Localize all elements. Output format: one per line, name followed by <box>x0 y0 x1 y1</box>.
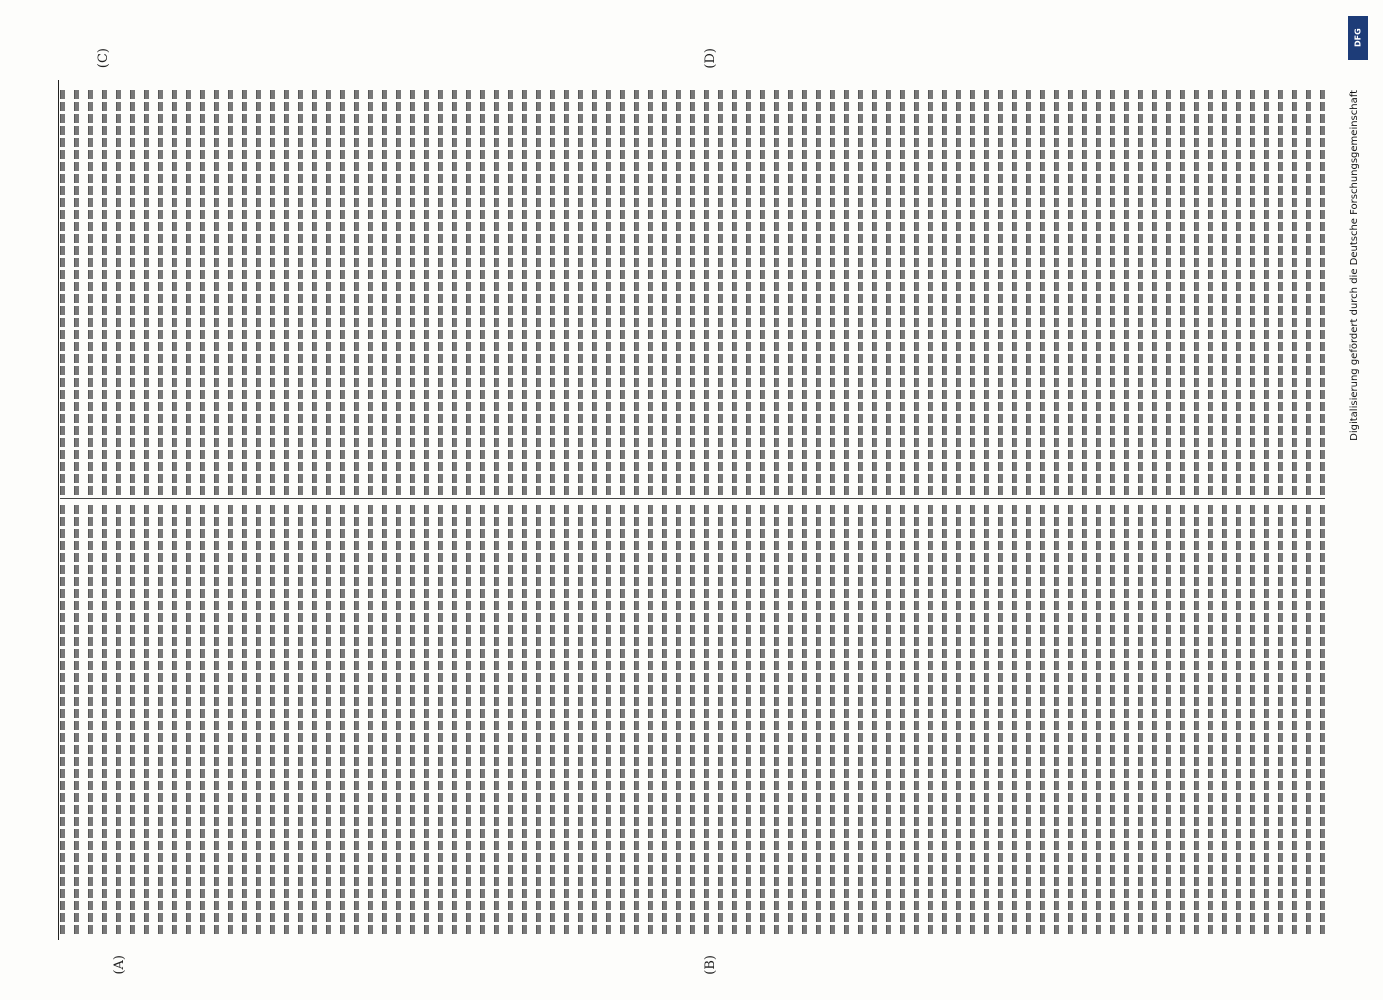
margin-mark-c: (C) <box>96 48 111 69</box>
margin-mark-a: (A) <box>112 955 127 975</box>
margin-mark-b: (B) <box>703 955 718 975</box>
digitization-credit <box>1345 10 1377 990</box>
column-text <box>60 90 1325 495</box>
margin-mark-d: (D) <box>703 48 718 69</box>
column-text <box>60 505 1325 935</box>
dfg-logo: DFG <box>1348 16 1368 60</box>
text-column-left <box>60 505 1325 935</box>
column-divider <box>60 498 1325 499</box>
running-header <box>28 80 59 940</box>
text-column-right <box>60 90 1325 495</box>
credit-text: Digitalisierung gefördert durch die Deutsche Forschungsgemeinschaft <box>1349 90 1360 441</box>
